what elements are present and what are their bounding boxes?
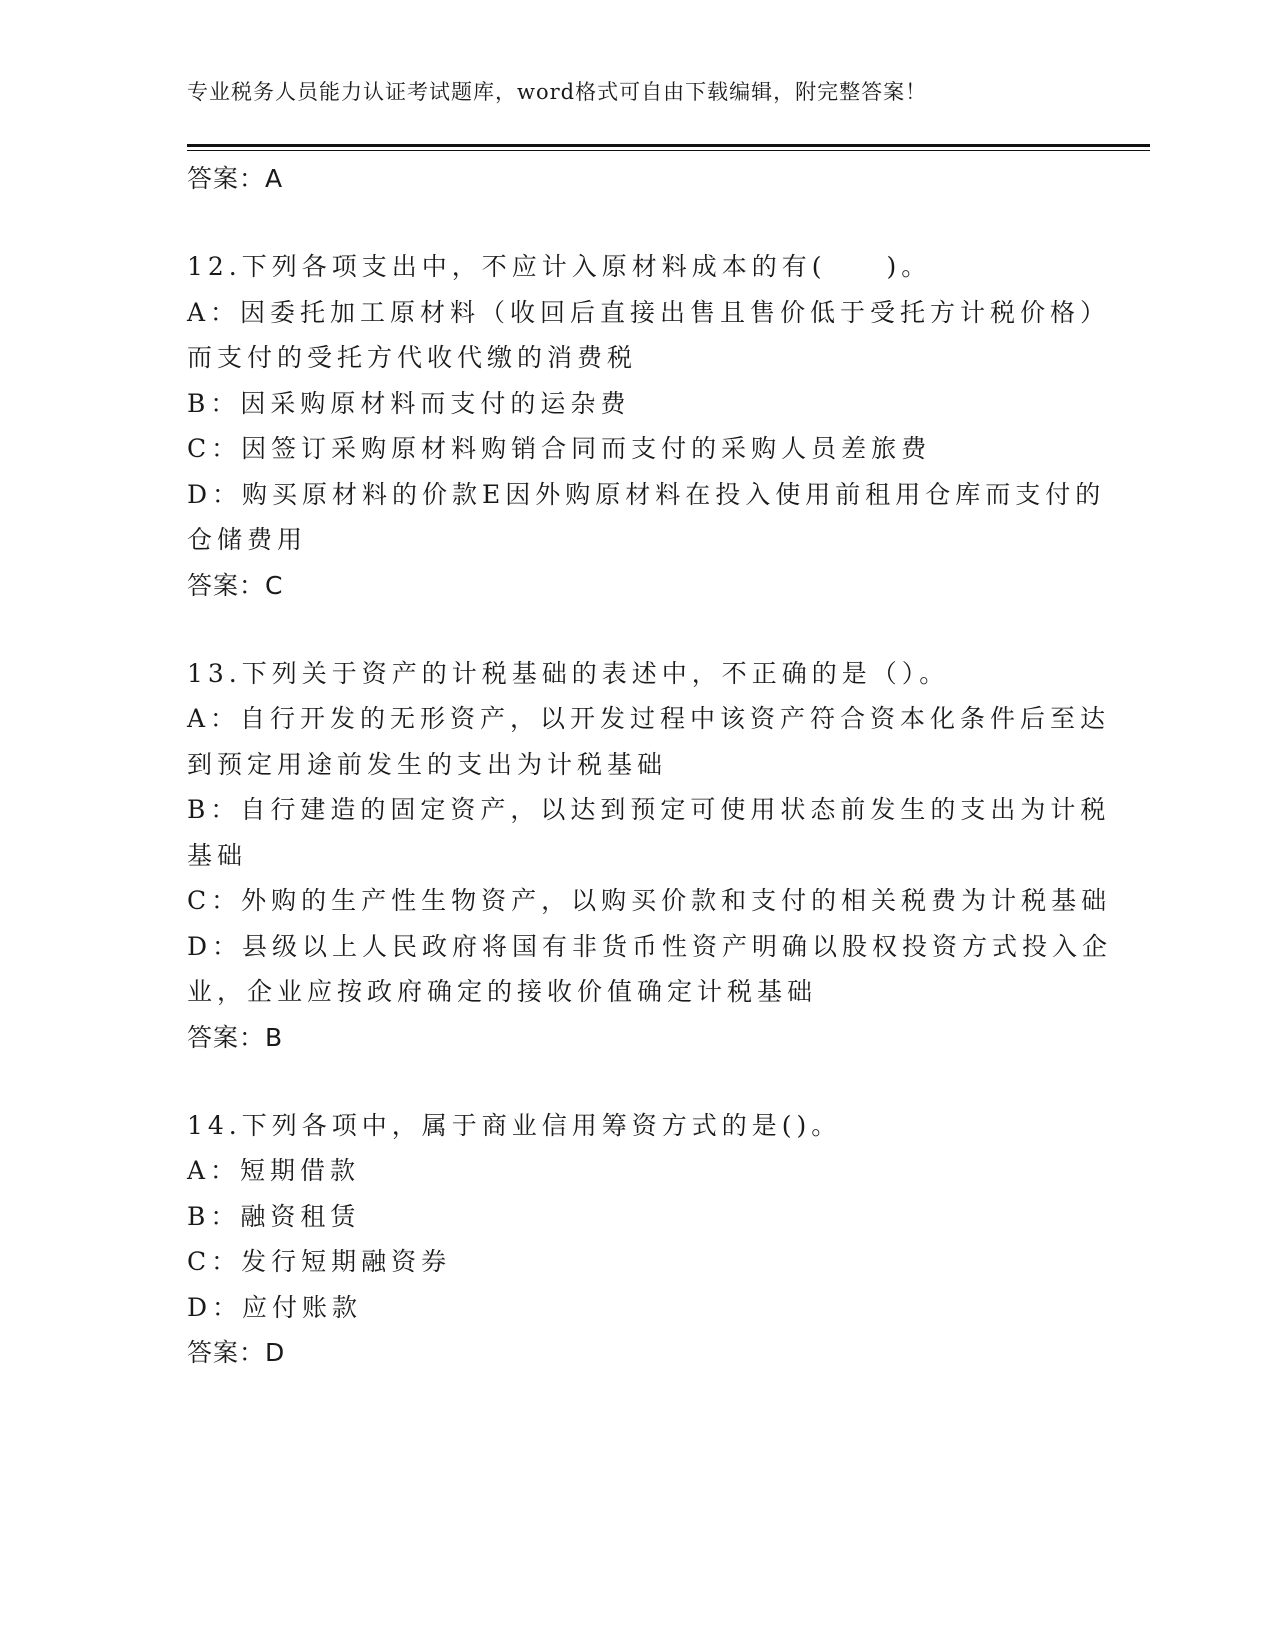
option-line: 基础	[187, 840, 248, 870]
option-line: A：自行开发的无形资产，以开发过程中该资产符合资本化条件后至达	[187, 704, 1111, 733]
answer-line: 答案：C	[187, 570, 284, 600]
option-line: D：县级以上人民政府将国有非货币性资产明确以股权投资方式投入企	[187, 931, 1113, 961]
question-content	[187, 156, 1113, 1376]
option-line: B：因采购原材料而支付的运杂费	[187, 388, 631, 418]
answer-line: 答案：B	[187, 1022, 284, 1052]
option-line: D：购买原材料的价款E因外购原材料在投入使用前租用仓库而支付的	[187, 479, 1106, 509]
spacer	[187, 609, 1087, 651]
option-line: C：外购的生产性生物资产，以购买价款和支付的相关税费为计税基础	[187, 886, 1112, 915]
header-rule-thin	[187, 150, 1150, 151]
option-line: C：发行短期融资券	[187, 1247, 452, 1276]
option-line: D：应付账款	[187, 1292, 363, 1322]
answer-line: 答案：D	[187, 1338, 286, 1367]
spacer	[187, 1061, 1087, 1103]
option-line: 到预定用途前发生的支出为计税基础	[187, 749, 668, 779]
option-line: A：短期借款	[187, 1156, 361, 1185]
option-line: B：自行建造的固定资产，以达到预定可使用状态前发生的支出为计税	[187, 795, 1111, 824]
spacer	[187, 202, 1087, 244]
question-stem: 14.下列各项中，属于商业信用筹资方式的是()。	[187, 1110, 842, 1140]
question-13	[187, 651, 1113, 1061]
header-rule-thick	[187, 144, 1150, 147]
option-line: 仓储费用	[187, 525, 308, 554]
question-stem: 12.下列各项支出中，不应计入原材料成本的有( )。	[187, 252, 932, 281]
option-line: A：因委托加工原材料（收回后直接出售且售价低于受托方计税价格）	[187, 297, 1111, 327]
option-line: 业，企业应按政府确定的接收价值确定计税基础	[187, 977, 818, 1006]
page-header: 专业税务人员能力认证考试题库，word格式可自由下载编辑，附完整答案！	[187, 80, 928, 104]
option-line: C：因签订采购原材料购销合同而支付的采购人员差旅费	[187, 434, 932, 463]
question-14	[187, 1103, 1087, 1377]
option-line: 而支付的受托方代收代缴的消费税	[187, 343, 638, 372]
question-stem: 13.下列关于资产的计税基础的表述中，不正确的是（）。	[187, 658, 950, 688]
previous-answer: 答案：A	[187, 164, 284, 193]
option-line: B：融资租赁	[187, 1201, 361, 1231]
question-12	[187, 244, 1111, 609]
